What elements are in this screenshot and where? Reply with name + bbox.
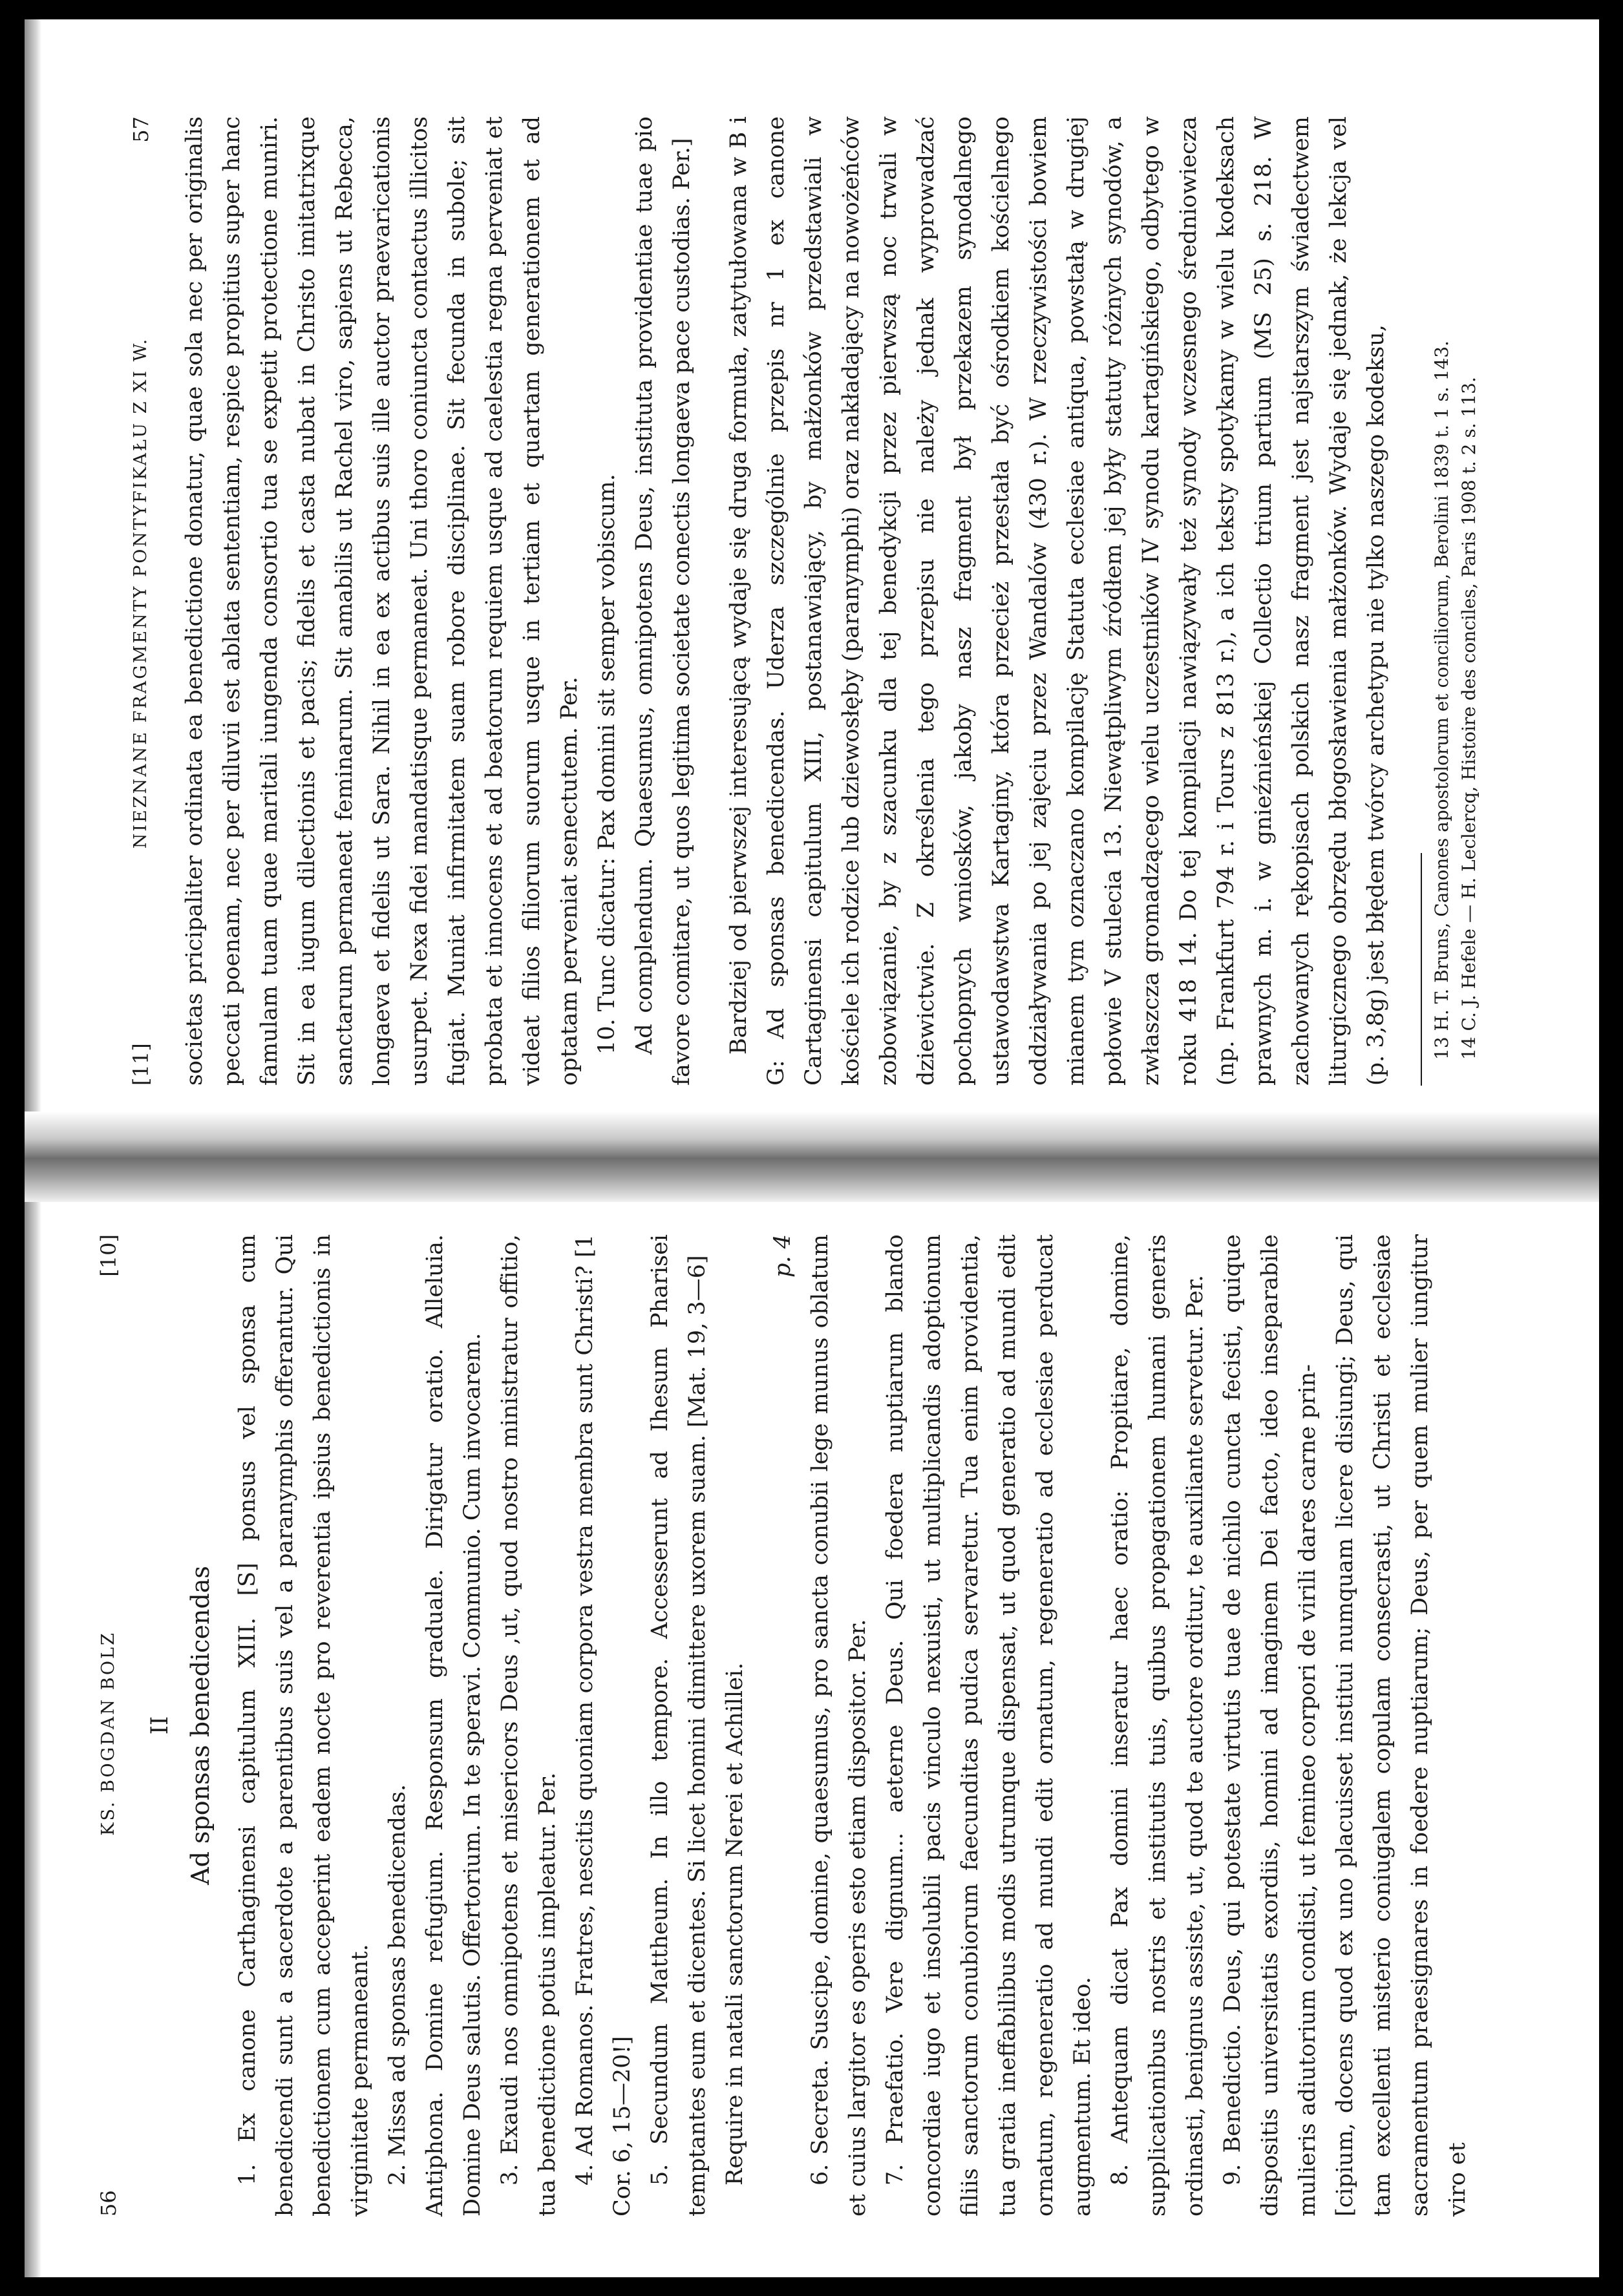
paragraph: 6. Secreta. Suscipe, domine, quaesumus, pro sancta conubii lege munus oblatum et cuius largitor es operis esto etiam dispositor. Per. — [807, 1234, 871, 2217]
section-ref: [11] — [129, 1043, 153, 1086]
footnote-rule — [1421, 853, 1422, 1086]
section-title: Ad sponsas benedicendas — [186, 1566, 215, 1885]
page-57 — [128, 116, 1480, 1086]
paragraph: 10. Tunc dicatur: Pax domini sit semper vobiscum. — [594, 474, 620, 1055]
paragraph: 5. Secundum Mattheum. In illo tempore. Accesserunt ad Ihesum Pharisei temptantes eum et dicentes. Si licet homini dimittere uxorem suam. [Mat. 19, 3—6] — [647, 1234, 710, 2217]
running-head: NIEZNANE FRAGMENTY PONTYFIKAŁU Z XI W. — [131, 337, 151, 849]
paragraph: 2. Missa ad sponsas benedicendas. — [385, 1784, 410, 2185]
page-number: 57 — [129, 116, 153, 143]
spacer — [701, 116, 720, 1086]
paragraph: 9. Benedictio. Deus, qui potestate virtutis tuae de nichilo cuncta fecisti, quique dispositis universitatis exordiis, homini ad imaginem Dei facto, ideo inseparabile mulieris adiutorium condisti, ut femineo corpori de virili dares carne prin- — [1220, 1234, 1321, 2217]
running-head: KS. BOGDAN BOLZ — [98, 1631, 118, 1836]
book-spine-gutter — [25, 1111, 1599, 1202]
running-header — [128, 116, 154, 1086]
page-marker: p. 4 — [770, 1234, 796, 1278]
paragraph: 4. Ad Romanos. Fratres, nescitis quoniam corpora vestra membra sunt Christi? [1 Cor. 6, 15—20!] — [572, 1234, 635, 2217]
scanned-spread — [25, 19, 1599, 2277]
paragraph: [cipium, docens quod ex uno placuisset institui numquam licere disiungi; Deus, qui tam excellenti misterio coniugalem copulam consecrasti, ut Christi et ecclesiae sacramentum praesignares in foedere nuptiarum; Deus, per quem mulier iungitur viro et — [1332, 1234, 1470, 2217]
paragraph: 3. Exaudi nos omnipotens et misericors Deus ,ut, quod nostro ministratur offitio, tua benedictione potius impleatur. Per. — [497, 1234, 560, 2217]
paragraph: Ad complendum. Quaesumus, omnipotens Deus, instituta providentiae tuae pio favore comitare, ut quos legitima societate conectis longaeva pace custodias. Per.] — [631, 116, 695, 1086]
paragraph: 7. Praefatio. Vere dignum... aeterne Deus. Qui foedera nuptiarum blando concordiae iugo et insolubili pacis vinculo nexuisti, ut multiplicandis adoptionum filiis sanctorum conubiorum faecunditas pudica servaretur. Tua enim providentia, tua gratia ineffabilibus modis utrumque dispensat, ut quod generatio ad mundi edit ornatum, regeneratio ad mundi edit ornatum, regeneratio ad ecclesiae perducat augmentum. Et ideo. — [882, 1234, 1096, 2217]
section-ref: [10] — [96, 1234, 121, 1277]
footnote: 14 C. J. Hefele — H. Leclercq, Histoire des conciles, Paris 1908 t. 2 s. 113. — [1458, 377, 1480, 1060]
section-numeral: II — [147, 1716, 173, 1735]
paragraph: Antiphona. Domine refugium. Responsum graduale. Dirigatur oratio. Alleluia. Domine Deus salutis. Offertorium. In te speravi. Communio. Cum invocarem. — [422, 1234, 485, 2217]
footnote: 13 H. T. Bruns, Canones apostolorum et conciliorum, Berolini 1839 t. 1 s. 143. — [1431, 341, 1452, 1060]
commentary-paragraph: Bardziej od pierwszej interesującą wydaje się druga formuła, zatytułowana w B i G: Ad sponsas benedicendas. Uderza szczególnie przepis nr 1 ex canone Cartaginensi capitulum XIII, postanawiający, by małżonków przedstawiali w kościele ich rodzice lub dziewosłęby (paranymphi) oraz nakładający na nowożeńców zobowiązanie, by z szacunku dla tej benedykcji przez pierwszą noc trwali w dziewictwie. Z określenia tego przepisu nie należy jednak wyprowadzać pochopnych wniosków, jakoby nasz fragment był przekazem synodalnego ustawodawstwa Kartaginy, która przecież przestała być ośrodkiem kościelnego oddziaływania po jej zajęciu przez Wandalów (430 r.). W rzeczywistości bowiem mianem tym oznaczano kompilację Statuta ecclesiae antiqua, powstałą w drugiej połowie V stulecia 13. Niewątpliwym źródłem jej były statuty różnych synodów, a zwłaszcza gromadzącego wielu uczestników IV synodu kartagińskiego, odbytego w roku 418 14. Do tej kompilacji nawiązywały też synody wczesnego średniowiecza (np. Frankfurt 794 r. i Tours z 813 r.), a ich teksty spotykamy w wielu kodeksach prawnych m. i. w gnieźnieńskiej Collectio trium partium (MS 25) s. 218. W zachowanych rękopisach polskich nasz fragment jest najstarszym świadectwem liturgicznego obrzędu błogosławienia małżonków. Wydaje się jednak, że lekcja vel (p. 3,8g) jest błędem twórcy archetypu nie tylko naszego kodeksu, — [726, 116, 1389, 1086]
paragraph: 1. Ex canone Carthaginensi capitulum XIII. [S] ponsus vel sponsa cum benedicendi sunt a sacerdote a parentibus suis vel a paranymphis offerantur. Qui benedictionem cum acceperint eadem nocte pro reverentia ipsius benedictionis in virginitate permaneant. — [235, 1234, 373, 2217]
page-56 — [96, 1234, 1470, 2217]
page-number: 56 — [96, 2190, 121, 2217]
running-header — [96, 1234, 122, 2217]
paragraph: Require in natali sanctorum Nerei et Achillei. — [722, 1662, 748, 2185]
paragraph: societas pricipaliter ordinata ea benedictione donatur, quae sola nec per originalis peccati poenam, nec per diluvii est ablata sententiam, respice propitius super hanc famulam tuam quae maritali iungenda consortio tua se expetit protectione muniri. Sit in ea iugum dilectionis et pacis; fidelis et casta nubat in Christo imitatrixque sanctarum permaneat feminarum. Sit amabilis ut Rachel viro, sapiens ut Rebecca, longaeva et fidelis ut Sara. Nihil in ea ex actibus suis ille auctor praevaricationis usurpet. Nexa fidei mandatisque permaneat. Uni thoro coniuncta contactus illicitos fugiat. Muniat infirmitatem suam robore disciplinae. Sit fecunda in subole; sit probata et innocens et ad beatorum requiem usque ad caelestia regna perveniat et videat filios filiorum suorum usque in tertiam et quartam generationem et ad optatam perveniat senectutem. Per. — [182, 116, 582, 1086]
paragraph: 8. Antequam dicat Pax domini inseratur haec oratio: Propitiare, domine, supplicationibus nostris et institutis tuis, quibus propagationem humani generis ordinasti, benignus assiste, ut, quod te auctore orditur, te auxiliante servetur. Per. — [1107, 1234, 1208, 2217]
